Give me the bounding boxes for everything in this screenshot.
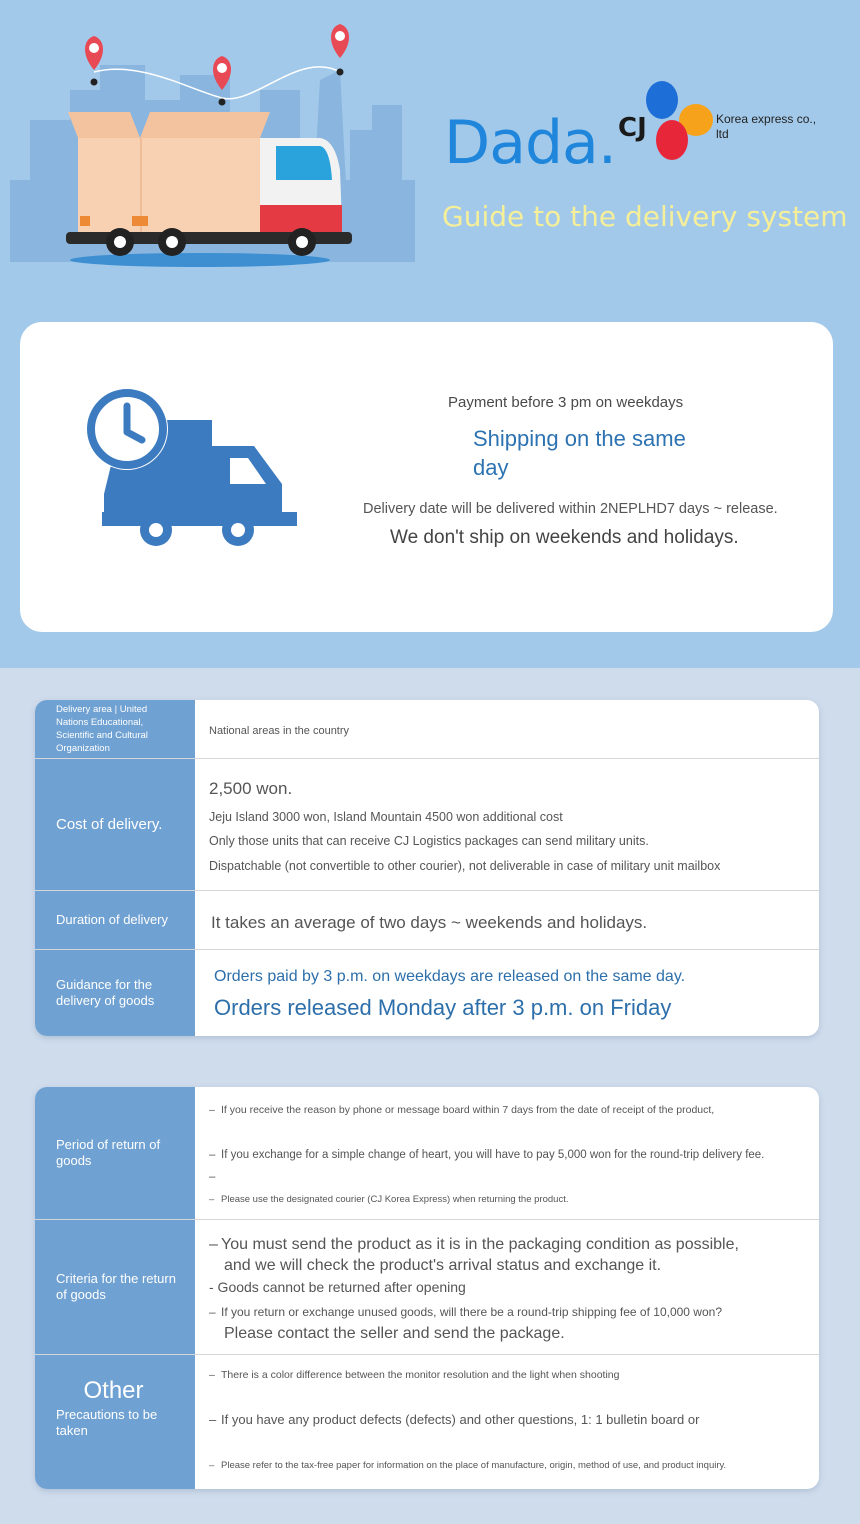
delivery-truck-clock-icon — [82, 384, 302, 554]
same-day-shipping-text: Shipping on the same day — [473, 426, 686, 480]
table-row — [35, 1355, 819, 1489]
shipping-info-card — [20, 322, 833, 632]
row-value: Only those units that can receive CJ Logistics packages can send military units. — [209, 834, 649, 848]
row-value: – Please refer to the tax-free paper for information on the place of manufacture, origin, method of use, and product inquiry. — [209, 1460, 727, 1471]
row-label: Cost of delivery. — [35, 759, 195, 890]
row-value: 2,500 won. — [209, 779, 293, 798]
return-policy-table — [35, 1087, 819, 1489]
row-value: – If you receive the reason by phone or message board within 7 days from the date of receipt of the product, — [209, 1104, 715, 1116]
delivery-info-table — [35, 700, 819, 1036]
row-label: Period of return of goods — [35, 1087, 195, 1219]
row-value: – — [209, 1171, 216, 1183]
row-label: Criteria for the return of goods — [35, 1220, 195, 1354]
company-name: Korea express co., ltd — [716, 112, 817, 141]
hero-banner — [0, 0, 860, 668]
cj-logo-icon — [614, 78, 714, 168]
page-title: Guide to the delivery system — [442, 200, 848, 233]
row-value: Jeju Island 3000 won, Island Mountain 4500 won additional cost — [209, 810, 563, 824]
row-label: Duration of delivery — [35, 891, 195, 949]
table-row — [35, 891, 819, 950]
row-value: and we will check the product's arrival status and exchange it. — [224, 1257, 662, 1274]
row-value: Dispatchable (not convertible to other courier), not deliverable in case of military unit mailbox — [209, 859, 721, 873]
delivery-window-text: Delivery date will be delivered within 2NEPLHD7 days ~ release. — [363, 501, 778, 517]
table-row — [35, 759, 819, 891]
table-row — [35, 1220, 819, 1355]
row-value: – If you exchange for a simple change of heart, you will have to pay 5,000 won for the round-trip delivery fee. — [209, 1149, 765, 1161]
row-value: – Please use the designated courier (CJ Korea Express) when returning the product. — [209, 1194, 569, 1205]
row-label: Delivery area | United Nations Educational, Scientific and Cultural Organization — [35, 700, 195, 758]
row-value: – There is a color difference between the monitor resolution and the light when shooting — [209, 1369, 620, 1381]
cj-logo-text: CJ — [618, 113, 647, 143]
row-value: – You must send the product as it is in the packaging condition as possible, — [209, 1236, 739, 1253]
row-value: Please contact the seller and send the package. — [224, 1325, 565, 1342]
no-weekend-shipping-text: We don't ship on weekends and holidays. — [390, 527, 739, 548]
row-value: National areas in the country — [209, 725, 350, 737]
row-label: Guidance for the delivery of goods — [35, 950, 195, 1036]
row-value: Orders paid by 3 p.m. on weekdays are released on the same day. — [214, 968, 686, 985]
delivery-truck-illustration — [10, 20, 415, 275]
row-value: Orders released Monday after 3 p.m. on Friday — [214, 995, 672, 1020]
row-label — [35, 1355, 195, 1489]
table-row — [35, 1087, 819, 1220]
brand-name: Dada. — [444, 108, 616, 178]
table-row — [35, 700, 819, 759]
payment-cutoff-text: Payment before 3 pm on weekdays — [448, 394, 684, 411]
other-title: Other — [83, 1377, 144, 1404]
row-value: – If you have any product defects (defects) and other questions, 1: 1 bulletin board or — [209, 1412, 700, 1427]
row-value: It takes an average of two days ~ weekends and holidays. — [211, 913, 648, 932]
other-label: Precautions to be taken — [56, 1407, 158, 1438]
row-value: - Goods cannot be returned after opening — [209, 1279, 466, 1295]
table-row — [35, 950, 819, 1036]
row-value: – If you return or exchange unused goods, will there be a round-trip shipping fee of 10,000 won? — [209, 1305, 722, 1319]
